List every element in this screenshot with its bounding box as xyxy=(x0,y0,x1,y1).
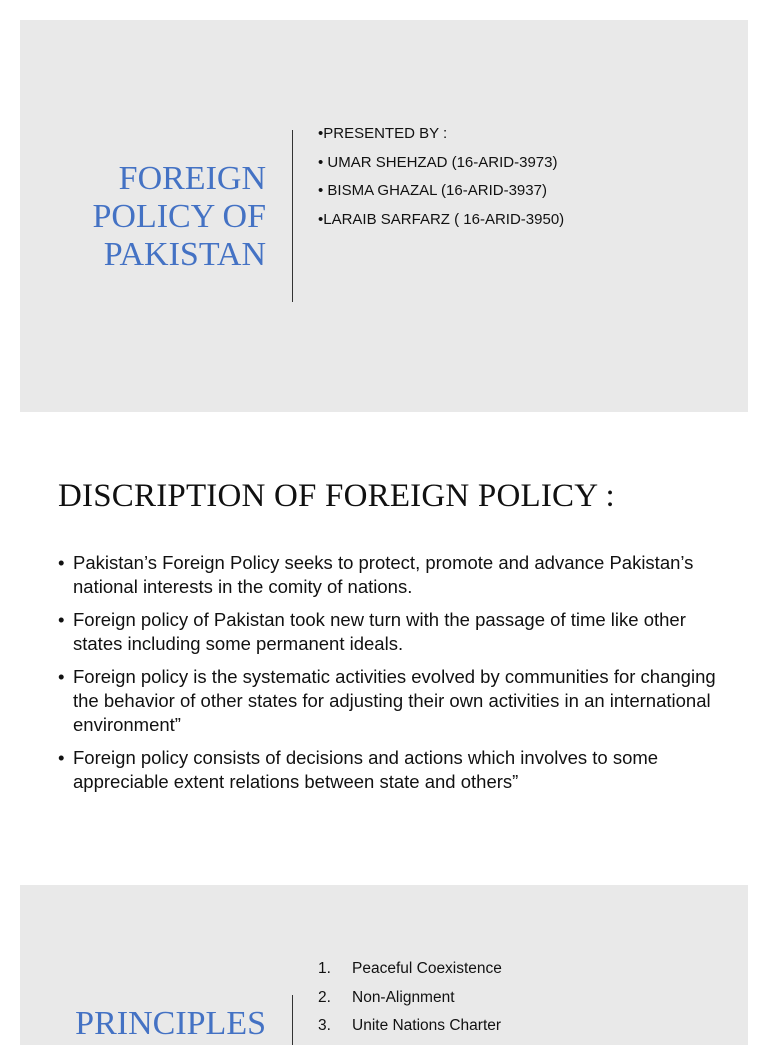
bullet-dot: • xyxy=(58,609,65,630)
list-item xyxy=(318,955,502,984)
title-line-1: FOREIGN xyxy=(118,160,266,197)
item-number: 2. xyxy=(318,988,331,1006)
bullet-dot: • xyxy=(58,747,65,768)
divider-line xyxy=(292,130,293,302)
presented-by-label: •PRESENTED BY : xyxy=(318,125,448,142)
description-heading: DISCRIPTION OF FOREIGN POLICY : xyxy=(58,478,615,514)
presenter-item: •LARAIB SARFARZ ( 16-ARID-3950) xyxy=(318,210,565,228)
bullet-item xyxy=(58,665,738,737)
bullet-item xyxy=(58,608,738,656)
bullet-text: Foreign policy consists of decisions and actions which involves to some appreciable extent relations between state and others” xyxy=(73,747,659,792)
bullet-text: Foreign policy is the systematic activities evolved by communities for changing the behavior of other states for adjusting their own activities in an international environment” xyxy=(73,666,716,735)
slide-title xyxy=(20,160,266,274)
item-text: Unite Nations Charter xyxy=(352,1017,502,1034)
list-item xyxy=(318,1012,502,1041)
title-slide xyxy=(20,20,748,412)
bullet-item xyxy=(58,746,738,794)
principles-title: PRINCIPLES xyxy=(75,1005,266,1042)
presenters-list xyxy=(318,120,564,234)
bullet-text: Pakistan’s Foreign Policy seeks to protect, promote and advance Pakistan’s national interests in the comity of nations. xyxy=(73,552,694,597)
principles-slide xyxy=(20,885,748,1045)
bullet-dot: • xyxy=(58,666,65,687)
bullet-dot: • xyxy=(58,552,65,573)
item-text: Peaceful Coexistence xyxy=(352,960,502,977)
description-bullets xyxy=(58,551,738,803)
item-text: Non-Alignment xyxy=(352,988,455,1006)
presenter-item: • BISMA GHAZAL (16-ARID-3937) xyxy=(318,182,547,199)
bullet-item xyxy=(58,551,738,599)
item-number: 3. xyxy=(318,1017,331,1034)
title-line-3: PAKISTAN xyxy=(103,236,266,273)
bullet-text: Foreign policy of Pakistan took new turn with the passage of time like other states including some permanent ideals. xyxy=(73,609,686,654)
presenter-item: • UMAR SHEHZAD (16-ARID-3973) xyxy=(318,153,558,171)
title-line-2: POLICY OF xyxy=(92,198,266,235)
divider-line xyxy=(292,995,293,1045)
item-number: 1. xyxy=(318,960,331,977)
list-item xyxy=(318,984,502,1013)
principles-list xyxy=(318,955,502,1041)
